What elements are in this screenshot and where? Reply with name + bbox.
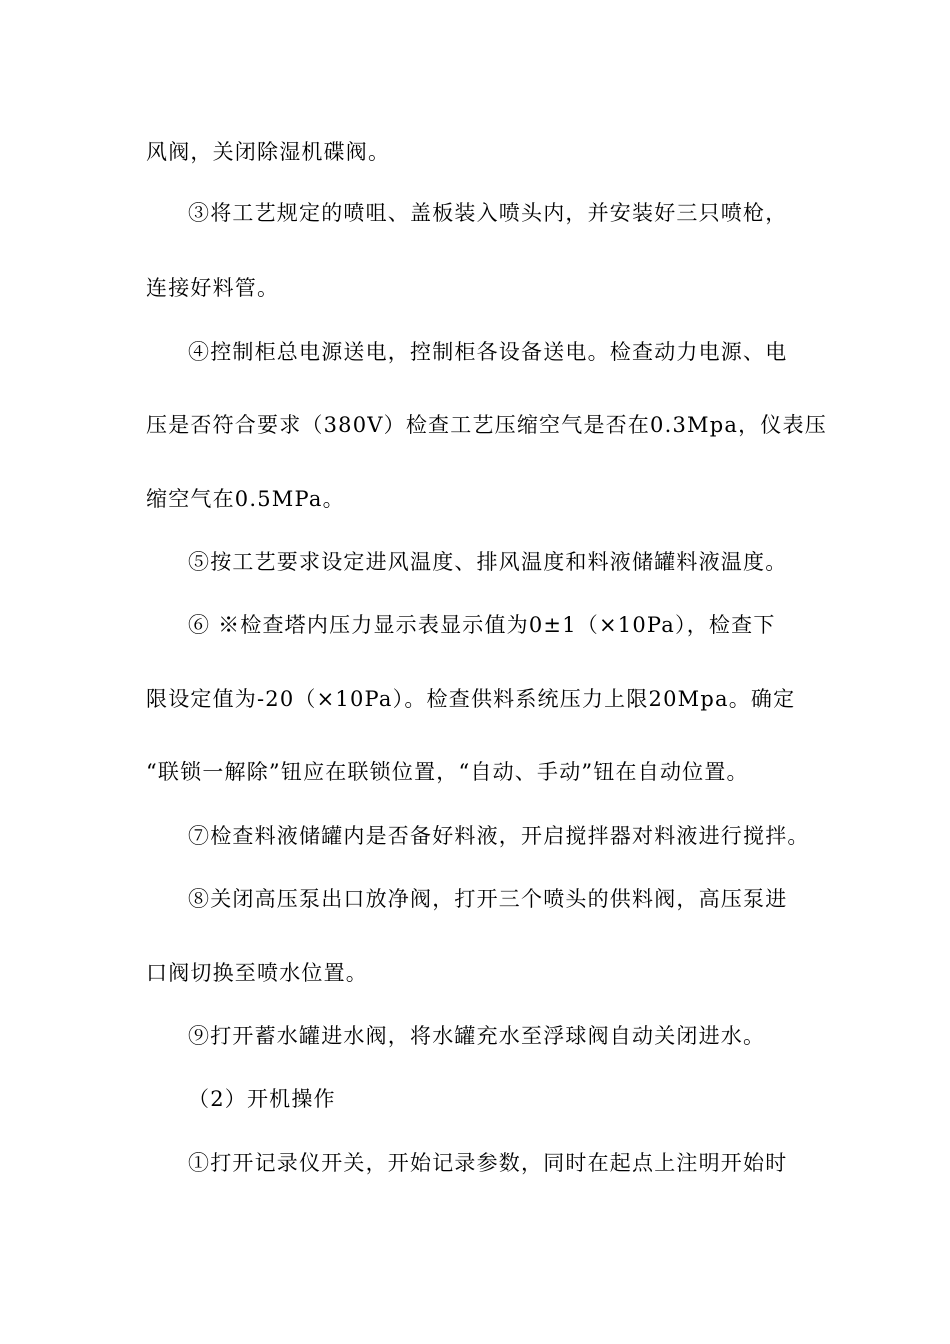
- section-heading: （2）开机操作: [188, 1087, 336, 1111]
- text-line-2: ③将工艺规定的喷咀、盖板装入喷头内，并安装好三只喷枪，: [188, 201, 788, 225]
- text-line-5: 压是否符合要求（380V）检查工艺压缩空气是否在0.3Mpa，仪表压: [146, 413, 827, 437]
- text-line-12: ⑧关闭高压泵出口放净阀，打开三个喷头的供料阀，高压泵进: [188, 887, 788, 911]
- text-line-4: ④控制柜总电源送电，控制柜各设备送电。检查动力电源、电: [188, 340, 788, 364]
- text-line-7: ⑤按工艺要求设定进风温度、排风温度和料液储罐料液温度。: [188, 550, 788, 574]
- text-line-3: 连接好料管。: [146, 276, 280, 300]
- text-line-9: 限设定值为-20（×10Pa）。检查供料系统压力上限20Mpa。确定: [146, 687, 796, 711]
- text-line-16: ①打开记录仪开关，开始记录参数，同时在起点上注明开始时: [188, 1151, 788, 1175]
- text-line-1: 风阀，关闭除湿机碟阀。: [146, 140, 391, 164]
- text-line-13: 口阀切换至喷水位置。: [146, 961, 368, 985]
- text-line-10: “联锁一解除”钮应在联锁位置，“自动、手动”钮在自动位置。: [146, 760, 749, 784]
- text-line-14: ⑨打开蓄水罐进水阀，将水罐充水至浮球阀自动关闭进水。: [188, 1024, 766, 1048]
- text-line-8: ⑥ ※检查塔内压力显示表显示值为0±1（×10Pa），检查下: [188, 613, 776, 637]
- text-line-11: ⑦检查料液储罐内是否备好料液，开启搅拌器对料液进行搅拌。: [188, 824, 810, 848]
- text-line-6: 缩空气在0.5MPa。: [146, 487, 345, 511]
